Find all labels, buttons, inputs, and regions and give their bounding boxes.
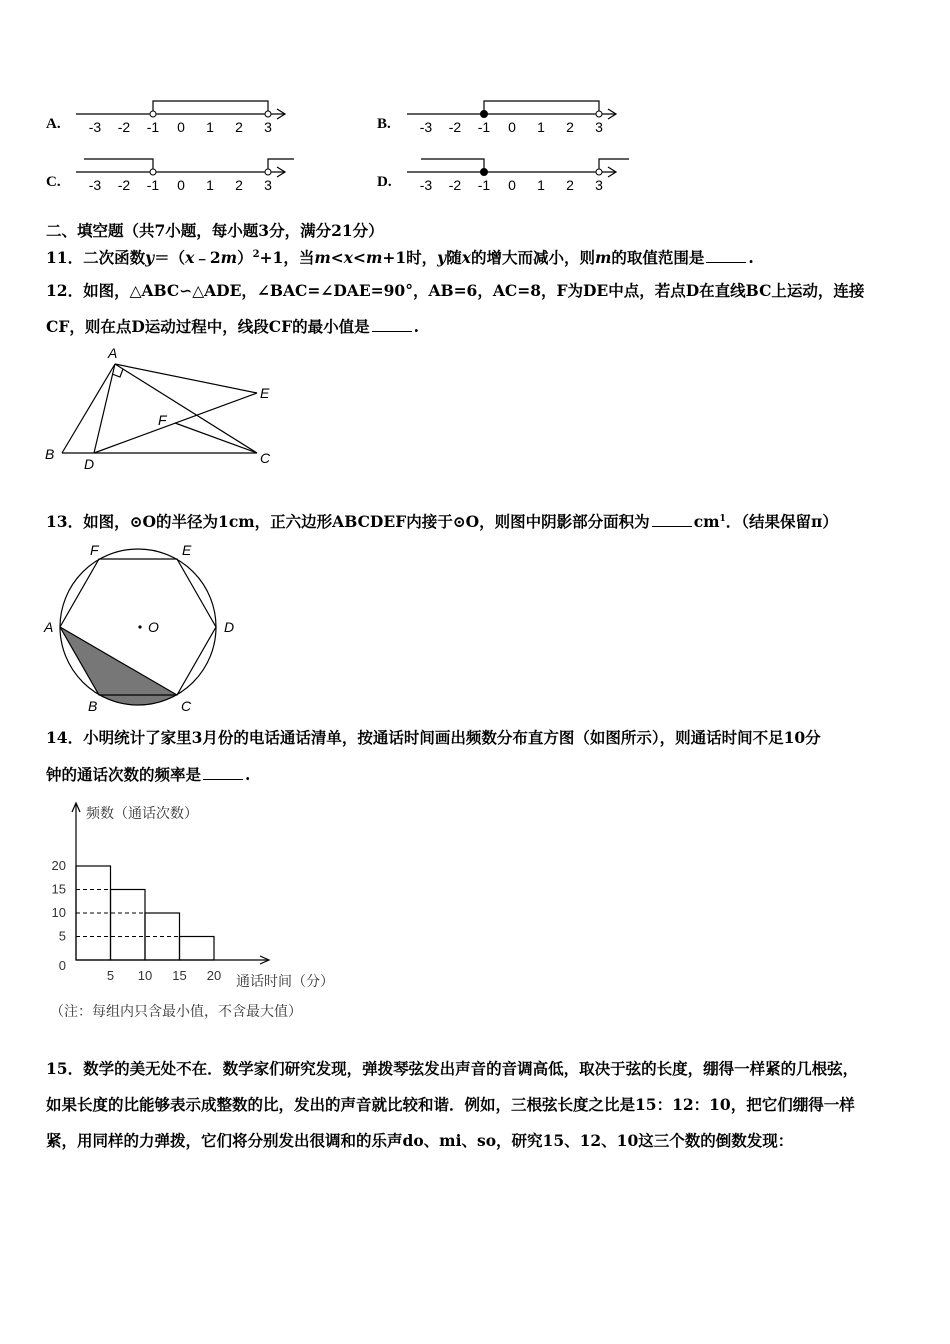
x-axis-label: 通话时间（分） xyxy=(236,973,334,989)
x-tick-label: 10 xyxy=(137,968,153,983)
point-label: F xyxy=(158,412,167,428)
option-c-label: C. xyxy=(46,174,61,190)
y-tick-label: 20 xyxy=(51,858,66,873)
option-a-label: A. xyxy=(46,116,61,132)
question-14-line2: 钟的通话次数的频率是 . xyxy=(46,765,251,784)
tick-label: 0 xyxy=(508,119,516,135)
tick-label: 0 xyxy=(177,119,185,135)
tick-label: -1 xyxy=(477,177,491,193)
tick-label: 3 xyxy=(595,119,603,135)
point-label: A xyxy=(44,619,54,635)
x-tick-label: 15 xyxy=(172,968,187,983)
tick-label: 2 xyxy=(566,177,574,193)
question-14-line1: 14．小明统计了家里3月份的电话通话清单，按通话时间画出频数分布直方图（如图所示），则通话时间不足10分 xyxy=(46,728,821,747)
point-label: A xyxy=(108,345,118,361)
section-heading: 二、填空题（共7小题，每小题3分，满分21分） xyxy=(46,221,384,240)
tick-label: -2 xyxy=(117,177,131,193)
tick-label: 3 xyxy=(264,177,272,193)
point-label: C xyxy=(181,698,192,714)
number-line-c xyxy=(70,154,295,198)
point-label: D xyxy=(84,456,95,472)
tick-label: -1 xyxy=(146,177,160,193)
tick-label: -3 xyxy=(419,177,433,193)
tick-label: -2 xyxy=(117,119,131,135)
tick-label: 0 xyxy=(508,177,516,193)
point-label: C xyxy=(260,450,271,466)
number-line-b xyxy=(401,96,626,140)
tick-label: -2 xyxy=(448,177,462,193)
answer-blank xyxy=(203,765,243,780)
tick-label: 2 xyxy=(235,177,243,193)
tick-label: 3 xyxy=(264,119,272,135)
histogram-bar xyxy=(180,937,215,961)
tick-label: 3 xyxy=(595,177,603,193)
histogram-chart xyxy=(40,798,360,1028)
y-axis-label: 频数（通话次数） xyxy=(86,805,198,821)
y-tick-label: 5 xyxy=(58,928,66,944)
question-12-line1: 12．如图，△ABC∽△ADE，∠BAC=∠DAE=90°，AB=6，AC=8，F为DE中点，若点D在直线BC上运动，连接 xyxy=(46,281,865,300)
y-tick-label: 15 xyxy=(51,881,66,897)
option-d-label: D. xyxy=(377,174,392,190)
question-15-line2: 如果长度的比能够表示成整数的比，发出的声音就比较和谐．例如，三根弦长度之比是15：12：10，把它们绷得一样 xyxy=(46,1095,855,1114)
number-line-a xyxy=(70,96,295,140)
point-label: E xyxy=(260,385,270,401)
q12-figure xyxy=(42,343,277,473)
histogram-bar xyxy=(111,890,146,961)
tick-label: -3 xyxy=(419,119,433,135)
question-15-line1: 15．数学的美无处不在．数学家们研究发现，弹拨琴弦发出声音的音调高低，取决于弦的长度，绷得一样紧的几根弦， xyxy=(46,1059,859,1078)
tick-label: -1 xyxy=(146,119,160,135)
question-11: 11．二次函数y＝（x﹣2m）$^2$+1，当m<x<m+1时，y随x的增大而减小，则m的取值范围是 . xyxy=(46,248,754,268)
q13-figure xyxy=(40,535,250,715)
chart-note: （注：每组内只含最小值，不含最大值） xyxy=(50,1003,302,1019)
tick-label: 0 xyxy=(177,177,185,193)
number-line-d xyxy=(401,154,631,198)
tick-label: 2 xyxy=(235,119,243,135)
point-label: B xyxy=(88,698,98,714)
tick-label: 1 xyxy=(537,119,545,135)
tick-label: -2 xyxy=(448,119,462,135)
tick-label: 2 xyxy=(566,119,574,135)
question-13: 13．如图，⊙O的半径为1cm，正六边形ABCDEF内接于⊙O，则图中阴影部分面积为 $cm^1$．（结果保留π） xyxy=(46,512,838,532)
y-tick-label: 10 xyxy=(51,905,66,920)
x-tick-label: 20 xyxy=(206,968,222,983)
question-12-line2: CF，则在点D运动过程中，线段CF的最小值是 . xyxy=(46,317,420,336)
tick-label: -3 xyxy=(88,177,102,193)
x-tick-label: 5 xyxy=(106,968,115,983)
point-label: F xyxy=(90,542,99,558)
tick-label: 1 xyxy=(206,177,214,193)
answer-blank xyxy=(706,248,746,263)
tick-label: 1 xyxy=(206,119,214,135)
tick-label: 1 xyxy=(537,177,545,193)
point-label: D xyxy=(224,619,235,635)
point-label: O xyxy=(148,619,159,635)
tick-label: -3 xyxy=(88,119,102,135)
answer-blank xyxy=(652,512,692,527)
option-b-label: B. xyxy=(377,116,391,132)
y-tick-label: 0 xyxy=(58,958,66,973)
question-15-line3: 紧，用同样的力弹拨，它们将分别发出很调和的乐声do、mi、so，研究15、12、10这三个数的倒数发现： xyxy=(46,1131,794,1150)
point-label: E xyxy=(182,542,192,558)
answer-blank xyxy=(372,317,412,332)
tick-label: -1 xyxy=(477,119,491,135)
point-label: B xyxy=(45,446,55,462)
